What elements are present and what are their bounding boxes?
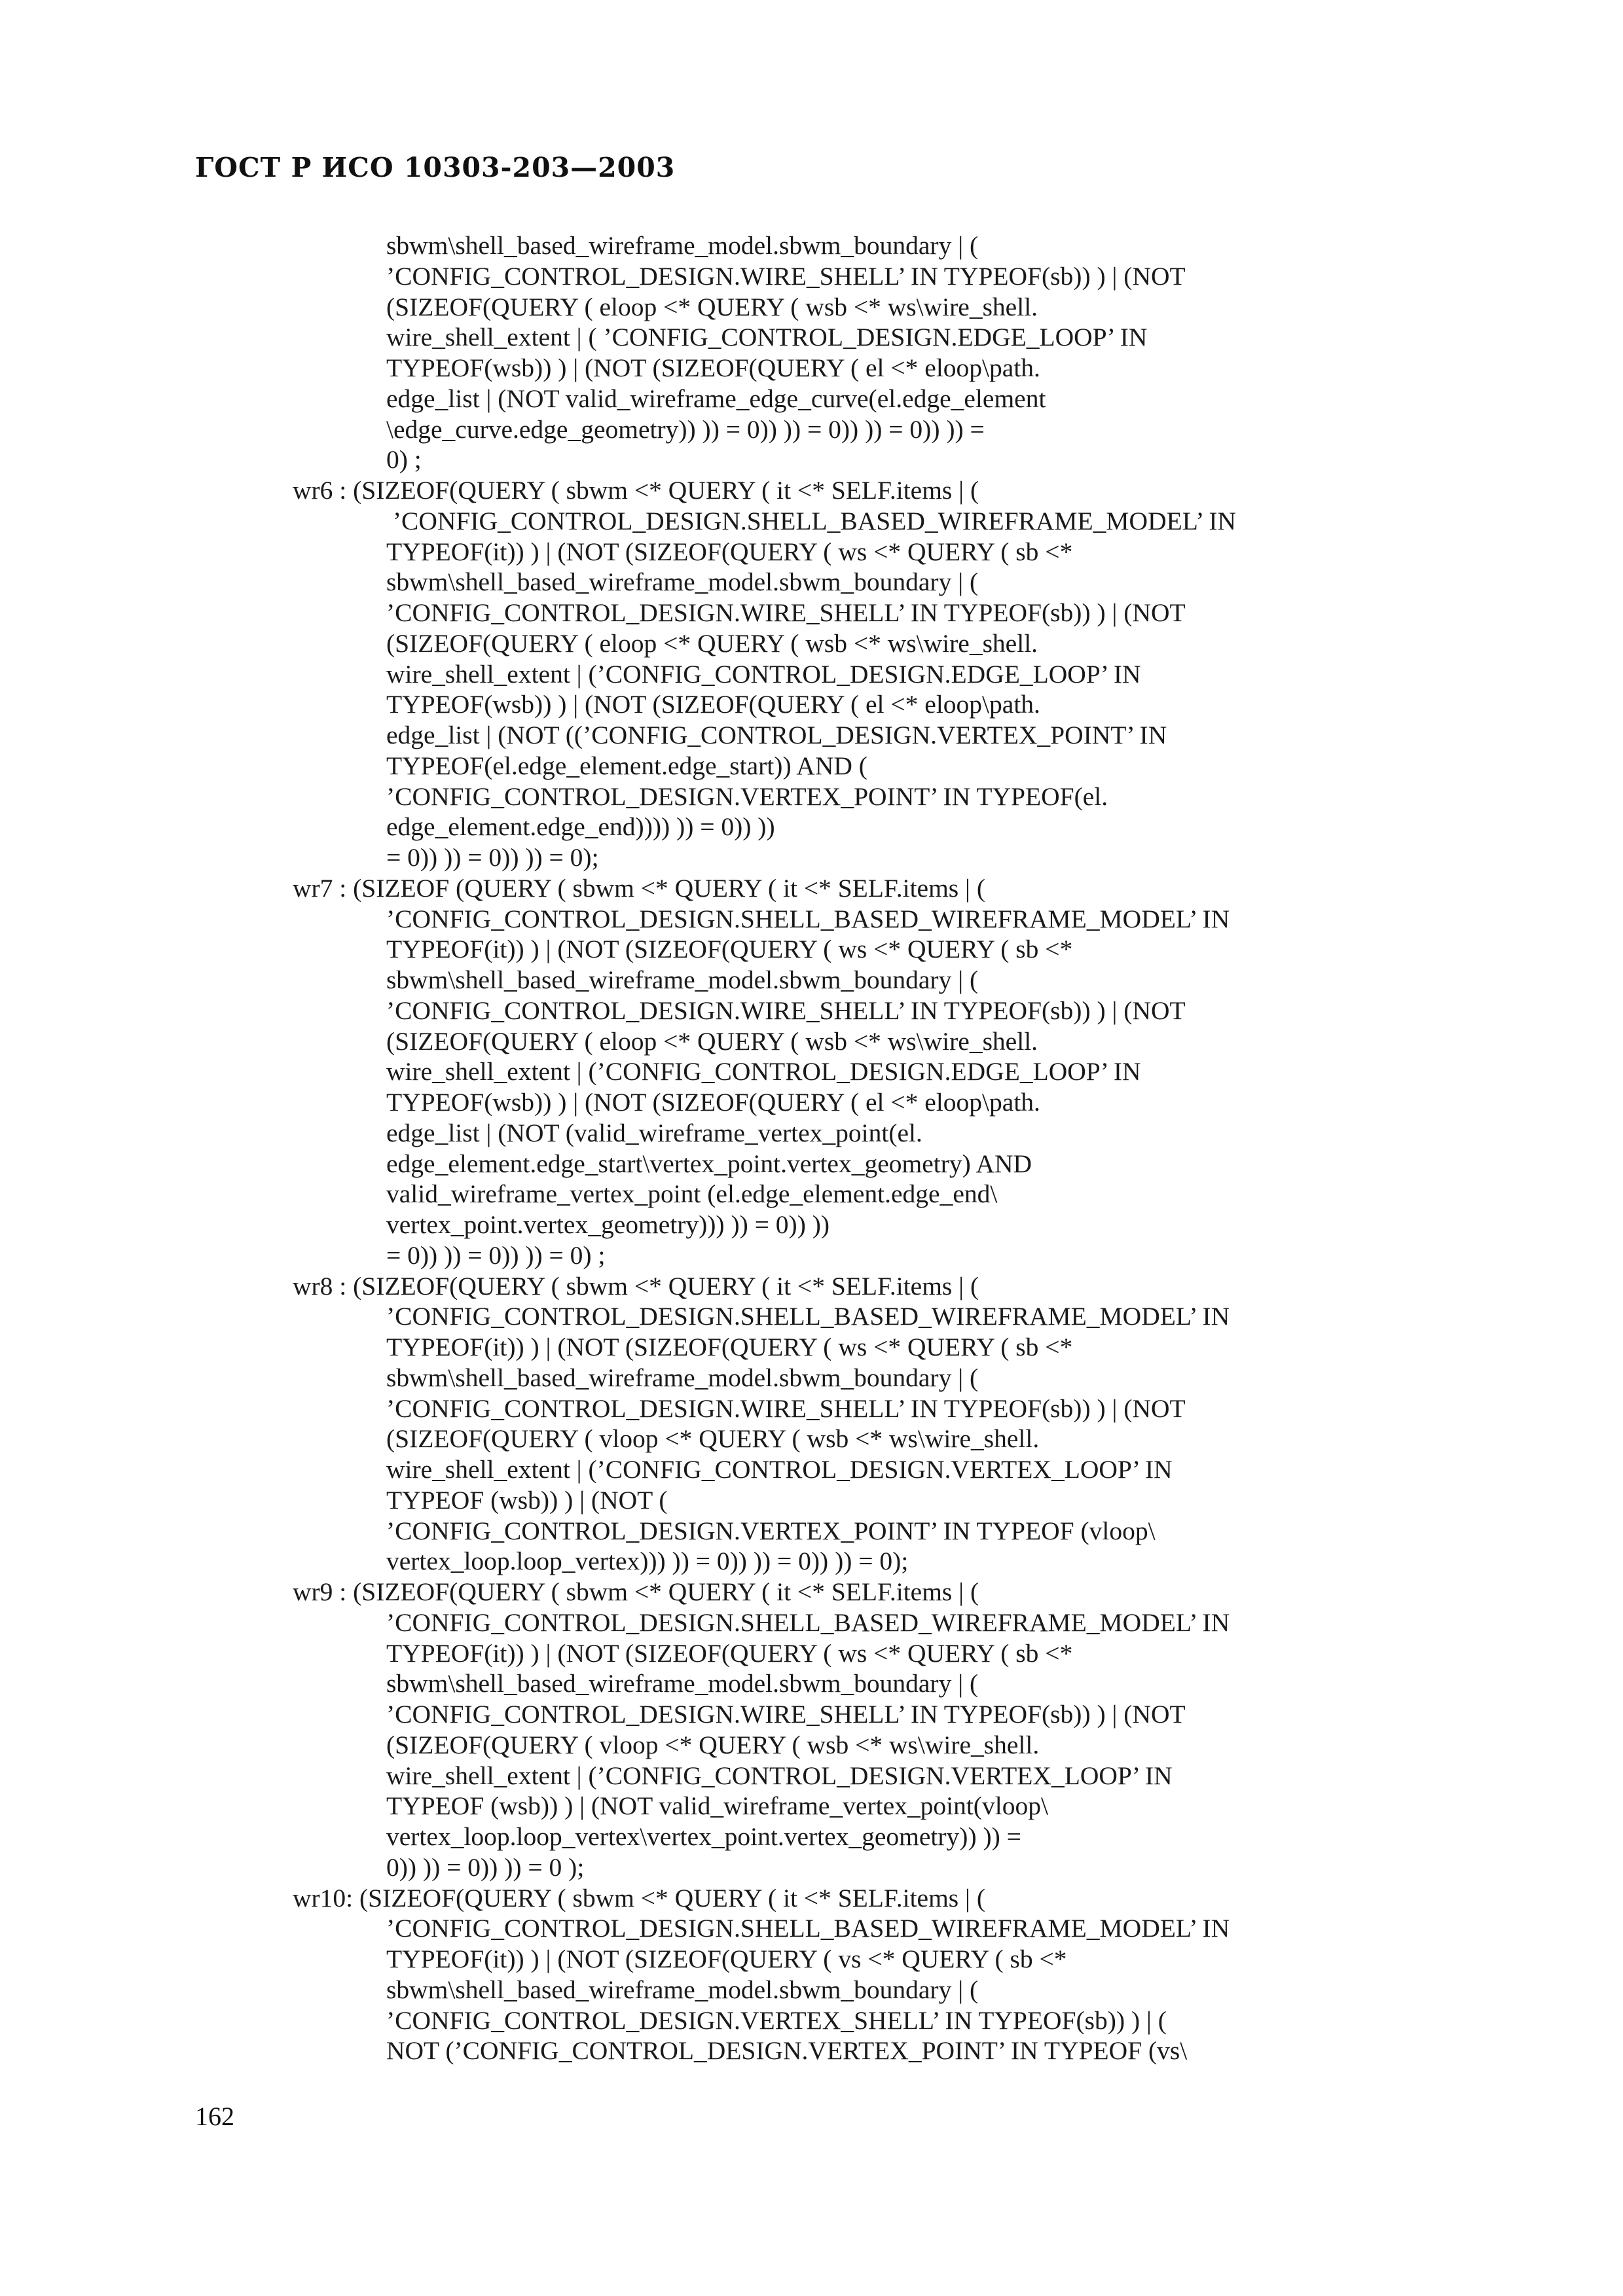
code-text: TYPEOF(wsb)) ) | (NOT (SIZEOF(QUERY ( el <* eloop\path. <box>386 353 1040 382</box>
code-line <box>0 1821 1623 1852</box>
code-text: \edge_curve.edge_geometry)) )) = 0)) )) = 0)) )) = 0)) )) = <box>386 414 985 444</box>
code-line <box>0 1516 1623 1547</box>
code-text: ’CONFIG_CONTROL_DESIGN.WIRE_SHELL’ IN TYPEOF(sb)) ) | (NOT <box>386 1700 1186 1729</box>
code-text: wire_shell_extent | (’CONFIG_CONTROL_DESIGN.EDGE_LOOP’ IN <box>386 1057 1141 1086</box>
code-line <box>0 384 1623 414</box>
code-text: ’CONFIG_CONTROL_DESIGN.WIRE_SHELL’ IN TYPEOF(sb)) ) | (NOT <box>386 261 1186 291</box>
code-text: TYPEOF(it)) ) | (NOT (SIZEOF(QUERY ( vs <* QUERY ( sb <* <box>386 1945 1067 1973</box>
code-text: ’CONFIG_CONTROL_DESIGN.SHELL_BASED_WIREFRAME_MODEL’ IN <box>386 506 1237 535</box>
code-line <box>0 965 1623 996</box>
code-text: valid_wireframe_vertex_point (el.edge_element.edge_end\ <box>386 1179 998 1209</box>
code-line <box>0 598 1623 628</box>
code-text: wire_shell_extent | (’CONFIG_CONTROL_DESIGN.EDGE_LOOP’ IN <box>386 659 1141 689</box>
code-text: ’CONFIG_CONTROL_DESIGN.SHELL_BASED_WIREFRAME_MODEL’ IN <box>386 1607 1230 1637</box>
code-text: edge_element.edge_start\vertex_point.vertex_geometry) AND <box>386 1149 1032 1178</box>
code-text: 0)) )) = 0)) )) = 0 ); <box>386 1852 585 1882</box>
code-text: ’CONFIG_CONTROL_DESIGN.SHELL_BASED_WIREFRAME_MODEL’ IN <box>386 904 1230 933</box>
express-code-block <box>0 230 1623 2066</box>
code-text: TYPEOF(it)) ) | (NOT (SIZEOF(QUERY ( ws <* QUERY ( sb <* <box>386 1638 1073 1668</box>
code-text: TYPEOF(it)) ) | (NOT (SIZEOF(QUERY ( ws <* QUERY ( sb <* <box>386 537 1073 566</box>
code-line <box>0 1730 1623 1761</box>
code-text: edge_list | (NOT (valid_wireframe_vertex_point(el. <box>386 1118 922 1147</box>
code-line <box>0 414 1623 445</box>
code-text: vertex_point.vertex_geometry))) )) = 0)) )) <box>386 1210 830 1239</box>
rule-line <box>0 475 1623 506</box>
code-line <box>0 1454 1623 1485</box>
code-text: edge_element.edge_end)))) )) = 0)) )) <box>386 812 775 842</box>
page-number: 162 <box>195 2102 234 2131</box>
code-text: ’CONFIG_CONTROL_DESIGN.VERTEX_POINT’ IN TYPEOF(el. <box>386 781 1108 811</box>
code-line <box>0 1424 1623 1454</box>
code-line <box>0 1485 1623 1516</box>
code-text: NOT (’CONFIG_CONTROL_DESIGN.VERTEX_POINT’ IN TYPEOF (vs\ <box>386 2036 1188 2066</box>
code-line <box>0 1546 1623 1577</box>
code-line <box>0 689 1623 720</box>
code-line <box>0 1210 1623 1240</box>
code-text: ’CONFIG_CONTROL_DESIGN.VERTEX_SHELL’ IN TYPEOF(sb)) ) | ( <box>386 2005 1167 2035</box>
code-line <box>0 444 1623 475</box>
code-line <box>0 934 1623 965</box>
code-text: ’CONFIG_CONTROL_DESIGN.WIRE_SHELL’ IN TYPEOF(sb)) ) | (NOT <box>386 1393 1186 1423</box>
code-line <box>0 230 1623 261</box>
code-text: wire_shell_extent | ( ’CONFIG_CONTROL_DESIGN.EDGE_LOOP’ IN <box>386 323 1148 352</box>
code-line <box>0 1699 1623 1730</box>
code-line <box>0 322 1623 353</box>
code-line <box>0 506 1623 537</box>
code-line <box>0 1363 1623 1393</box>
code-line <box>0 1056 1623 1087</box>
code-line <box>0 1332 1623 1363</box>
code-text: sbwm\shell_based_wireframe_model.sbwm_boundary | ( <box>386 1363 979 1392</box>
code-line <box>0 720 1623 751</box>
code-text: vertex_loop.loop_vertex\vertex_point.vertex_geometry)) )) = <box>386 1822 1021 1851</box>
rule-line <box>0 1577 1623 1607</box>
code-line <box>0 904 1623 935</box>
code-line <box>0 1944 1623 1975</box>
rule-text: wr7 : (SIZEOF (QUERY ( sbwm <* QUERY ( it <* SELF.items | ( <box>293 873 985 903</box>
code-text: = 0)) )) = 0)) )) = 0); <box>386 843 599 872</box>
code-line <box>0 1913 1623 1944</box>
code-text: TYPEOF (wsb)) ) | (NOT valid_wireframe_vertex_point(vloop\ <box>386 1791 1048 1821</box>
code-line <box>0 628 1623 659</box>
code-text: TYPEOF(wsb)) ) | (NOT (SIZEOF(QUERY ( el <* eloop\path. <box>386 690 1040 719</box>
rule-line <box>0 1883 1623 1914</box>
code-line <box>0 2036 1623 2066</box>
code-line <box>0 2005 1623 2036</box>
rule-line <box>0 873 1623 904</box>
code-text: (SIZEOF(QUERY ( eloop <* QUERY ( wsb <* ws\wire_shell. <box>386 628 1038 658</box>
code-text: ’CONFIG_CONTROL_DESIGN.VERTEX_POINT’ IN TYPEOF (vloop\ <box>386 1516 1156 1545</box>
code-line <box>0 1026 1623 1057</box>
code-text: sbwm\shell_based_wireframe_model.sbwm_boundary | ( <box>386 1975 979 2004</box>
code-text: sbwm\shell_based_wireframe_model.sbwm_boundary | ( <box>386 1669 979 1698</box>
code-text: edge_list | (NOT valid_wireframe_edge_curve(el.edge_element <box>386 384 1046 413</box>
code-line <box>0 812 1623 842</box>
code-line <box>0 781 1623 812</box>
code-line <box>0 1791 1623 1821</box>
code-text: TYPEOF(el.edge_element.edge_start)) AND ( <box>386 751 867 780</box>
code-text: vertex_loop.loop_vertex))) )) = 0)) )) = 0)) )) = 0); <box>386 1547 909 1576</box>
code-line <box>0 1607 1623 1638</box>
code-text: wire_shell_extent | (’CONFIG_CONTROL_DESIGN.VERTEX_LOOP’ IN <box>386 1455 1173 1484</box>
code-text: (SIZEOF(QUERY ( vloop <* QUERY ( wsb <* ws\wire_shell. <box>386 1424 1040 1454</box>
code-text: ’CONFIG_CONTROL_DESIGN.SHELL_BASED_WIREFRAME_MODEL’ IN <box>386 1914 1230 1943</box>
code-line <box>0 353 1623 384</box>
code-line <box>0 842 1623 873</box>
code-text: (SIZEOF(QUERY ( vloop <* QUERY ( wsb <* ws\wire_shell. <box>386 1730 1040 1759</box>
code-line <box>0 1240 1623 1271</box>
code-line <box>0 1149 1623 1179</box>
rule-text: wr10: (SIZEOF(QUERY ( sbwm <* QUERY ( it <* SELF.items | ( <box>293 1883 985 1912</box>
code-line <box>0 1975 1623 2005</box>
rule-line <box>0 1271 1623 1302</box>
code-text: TYPEOF (wsb)) ) | (NOT ( <box>386 1485 668 1515</box>
code-text: (SIZEOF(QUERY ( eloop <* QUERY ( wsb <* ws\wire_shell. <box>386 292 1038 321</box>
code-line <box>0 567 1623 598</box>
code-line <box>0 1668 1623 1699</box>
rule-text: wr9 : (SIZEOF(QUERY ( sbwm <* QUERY ( it <* SELF.items | ( <box>293 1577 979 1606</box>
rule-text: wr6 : (SIZEOF(QUERY ( sbwm <* QUERY ( it <* SELF.items | ( <box>293 476 979 505</box>
code-text: TYPEOF(it)) ) | (NOT (SIZEOF(QUERY ( ws <* QUERY ( sb <* <box>386 935 1073 964</box>
code-line <box>0 292 1623 323</box>
code-line <box>0 1179 1623 1210</box>
code-text: (SIZEOF(QUERY ( eloop <* QUERY ( wsb <* ws\wire_shell. <box>386 1026 1038 1056</box>
code-line <box>0 1761 1623 1791</box>
code-line <box>0 751 1623 781</box>
code-line <box>0 1393 1623 1424</box>
code-text: ’CONFIG_CONTROL_DESIGN.SHELL_BASED_WIREFRAME_MODEL’ IN <box>386 1302 1230 1331</box>
code-text: TYPEOF(it)) ) | (NOT (SIZEOF(QUERY ( ws <* QUERY ( sb <* <box>386 1333 1073 1361</box>
code-line <box>0 659 1623 690</box>
code-text: TYPEOF(wsb)) ) | (NOT (SIZEOF(QUERY ( el <* eloop\path. <box>386 1088 1040 1117</box>
standard-title: ГОСТ Р ИСО 10303-203—2003 <box>195 152 676 183</box>
code-line <box>0 1638 1623 1669</box>
code-text: sbwm\shell_based_wireframe_model.sbwm_boundary | ( <box>386 231 979 260</box>
code-line <box>0 1301 1623 1332</box>
code-line <box>0 261 1623 292</box>
code-text: sbwm\shell_based_wireframe_model.sbwm_boundary | ( <box>386 965 979 994</box>
code-line <box>0 1118 1623 1149</box>
code-line <box>0 1087 1623 1118</box>
code-line <box>0 537 1623 567</box>
code-line <box>0 996 1623 1026</box>
code-text: wire_shell_extent | (’CONFIG_CONTROL_DESIGN.VERTEX_LOOP’ IN <box>386 1761 1173 1790</box>
code-text: sbwm\shell_based_wireframe_model.sbwm_boundary | ( <box>386 567 979 597</box>
code-text: edge_list | (NOT ((’CONFIG_CONTROL_DESIGN.VERTEX_POINT’ IN <box>386 721 1167 749</box>
rule-text: wr8 : (SIZEOF(QUERY ( sbwm <* QUERY ( it <* SELF.items | ( <box>293 1271 979 1300</box>
code-line <box>0 1852 1623 1883</box>
code-text: ’CONFIG_CONTROL_DESIGN.WIRE_SHELL’ IN TYPEOF(sb)) ) | (NOT <box>386 996 1186 1025</box>
code-text: = 0)) )) = 0)) )) = 0) ; <box>386 1240 606 1270</box>
code-text: ’CONFIG_CONTROL_DESIGN.WIRE_SHELL’ IN TYPEOF(sb)) ) | (NOT <box>386 598 1186 627</box>
code-text: 0) ; <box>386 445 422 475</box>
